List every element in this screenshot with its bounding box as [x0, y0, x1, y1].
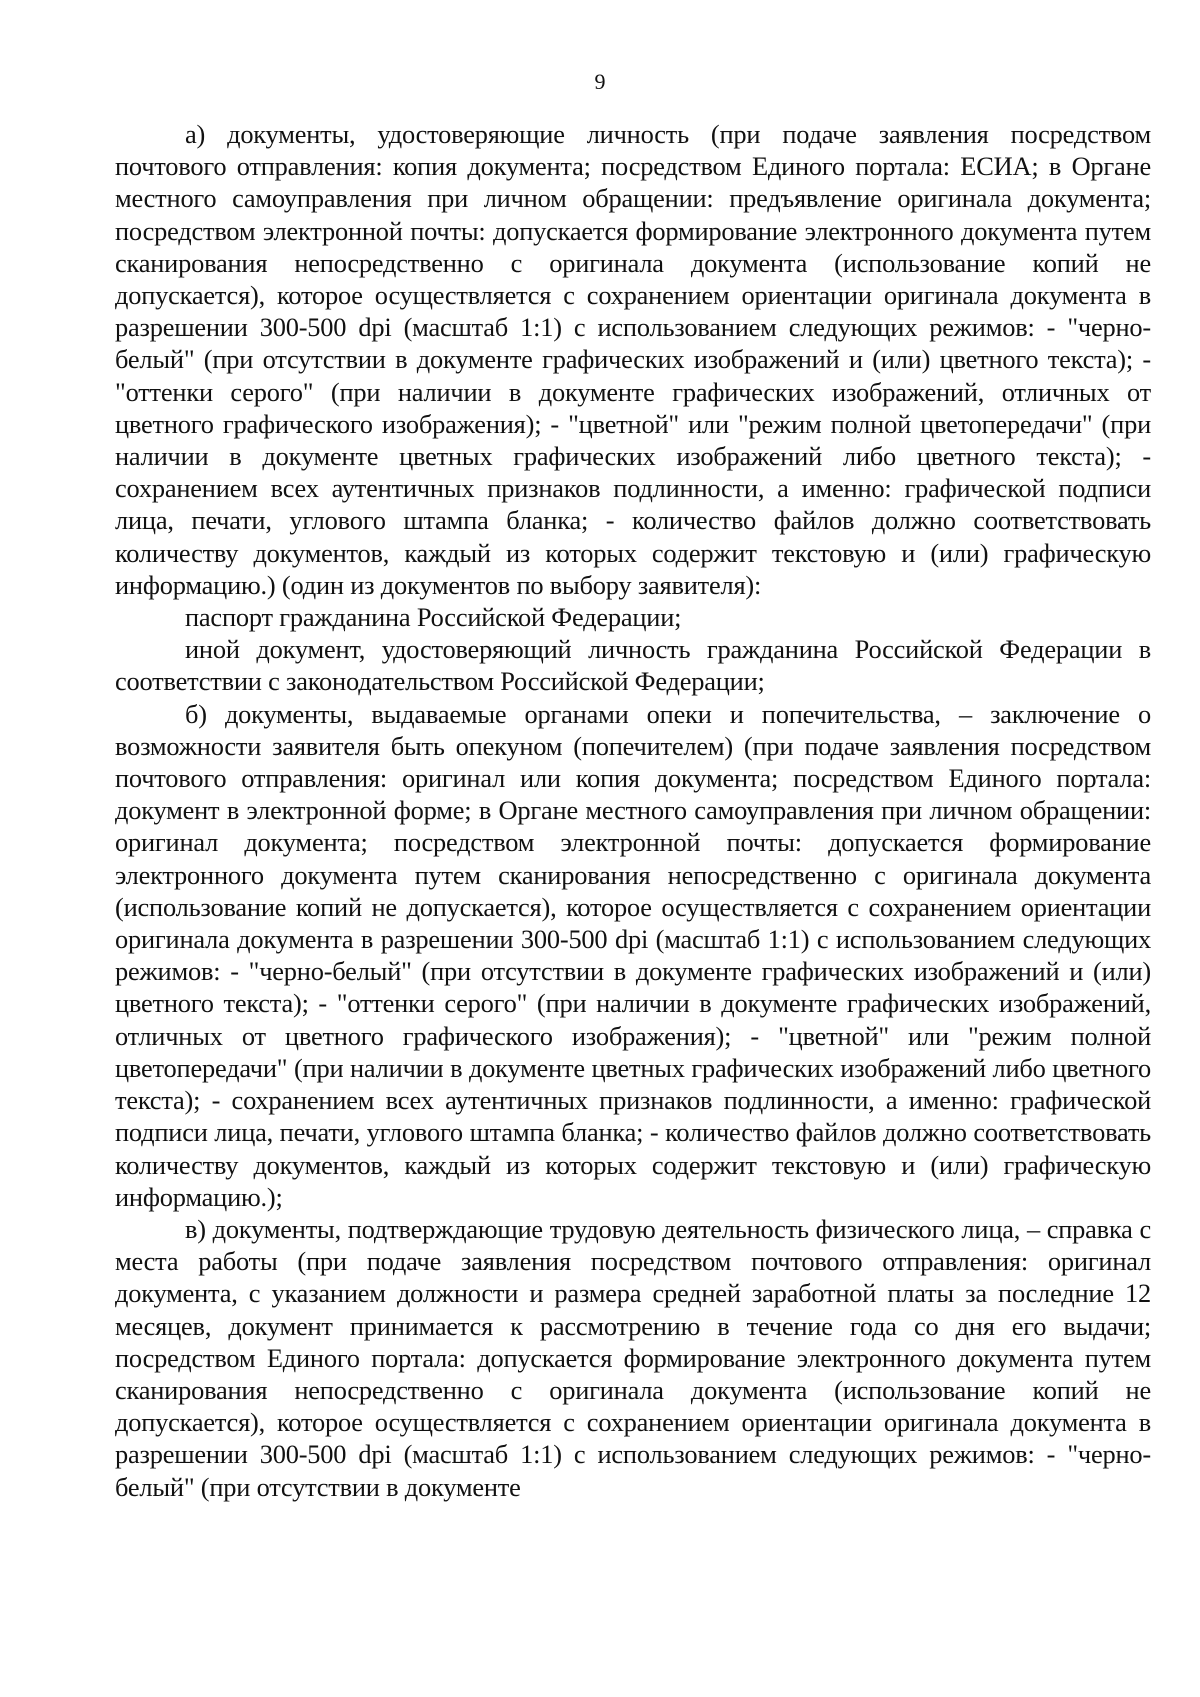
- paragraph-c-employment-documents: в) документы, подтверждающие трудовую деятельность физического лица, – справка с места работы (при подаче заявления посредством почтового отправления: оригинал документа, с указанием должности и размера средней заработной платы за последние 12 месяцев, документ принимается к рассмотрению в течение года со дня его выдачи; посредством Единого портала: допускается формирование электронного документа путем сканирования непосредственно с оригинала документа (использование копий не допускается), которое осуществляется с сохранением ориентации оригинала документа в разрешении 300-500 dpi (масштаб 1:1) с использованием следующих режимов: - "черно-белый" (при отсутствии в документе: [115, 1213, 1151, 1502]
- document-body: [115, 118, 1151, 1503]
- paragraph-b-guardianship-documents: б) документы, выдаваемые органами опеки и попечительства, – заключение о возможности заявителя быть опекуном (попечителем) (при подаче заявления посредством почтового отправления: оригинал или копия документа; посредством Единого портала: документ в электронной форме; в Органе местного самоуправления при личном обращении: оригинал документа; посредством электронной почты: допускается формирование электронного документа путем сканирования непосредственно с оригинала документа (использование копий не допускается), которое осуществляется с сохранением ориентации оригинала документа в разрешении 300-500 dpi (масштаб 1:1) с использованием следующих режимов: - "черно-белый" (при отсутствии в документе графических изображений и (или) цветного текста); - "оттенки серого" (при наличии в документе графических изображений, отличных от цветного графического изображения); - "цветной" или "режим полной цветопередачи" (при наличии в документе цветных графических изображений либо цветного текста); - сохранением всех аутентичных признаков подлинности, а именно: графической подписи лица, печати, углового штампа бланка; - количество файлов должно соответствовать количеству документов, каждый из которых содержит текстовую и (или) графическую информацию.);: [115, 698, 1151, 1212]
- paragraph-a-identity-documents: а) документы, удостоверяющие личность (при подаче заявления посредством почтового отправления: копия документа; посредством Единого портала: ЕСИА; в Органе местного самоуправления при личном обращении: предъявление оригинала документа; посредством электронной почты: допускается формирование электронного документа путем сканирования непосредственно с оригинала документа (использование копий не допускается), которое осуществляется с сохранением ориентации оригинала документа в разрешении 300-500 dpi (масштаб 1:1) с использованием следующих режимов: - "черно-белый" (при отсутствии в документе графических изображений и (или) цветного текста); - "оттенки серого" (при наличии в документе графических изображений, отличных от цветного графического изображения); - "цветной" или "режим полной цветопередачи" (при наличии в документе цветных графических изображений либо цветного текста); - сохранением всех аутентичных признаков подлинности, а именно: графической подписи лица, печати, углового штампа бланка; - количество файлов должно соответствовать количеству документов, каждый из которых содержит текстовую и (или) графическую информацию.) (один из документов по выбору заявителя):: [115, 119, 1151, 600]
- paragraph-other-identity-document: иной документ, удостоверяющий личность гражданина Российской Федерации в соответствии с законодательством Российской Федерации;: [115, 634, 1151, 697]
- paragraph-passport: паспорт гражданина Российской Федерации;: [185, 602, 682, 633]
- page-number: 9: [594, 69, 606, 94]
